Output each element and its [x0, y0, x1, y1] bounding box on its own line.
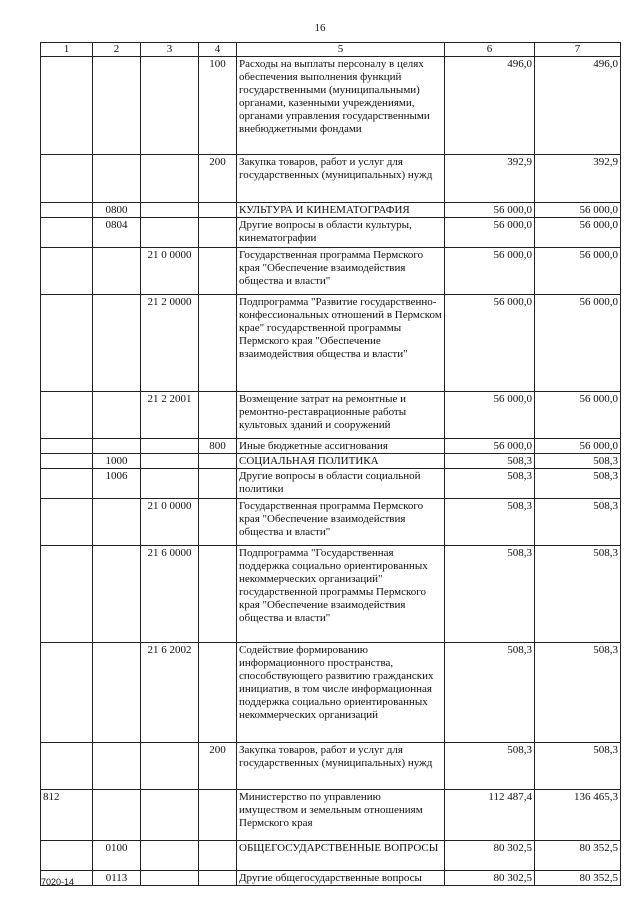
section-code-cell: 0800 [93, 203, 141, 218]
description-cell: Подпрограмма "Развитие государственно-конфессиональных отношений в Пермском крае" государственной программы Пермского края "Обеспечение взаимодействия общества и власти" [237, 295, 445, 392]
expense-type-cell: 200 [199, 743, 237, 790]
description-cell: КУЛЬТУРА И КИНЕМАТОГРАФИЯ [237, 203, 445, 218]
section-code-cell [93, 248, 141, 295]
amount-2017-cell: 56 000,0 [535, 392, 621, 439]
ministry-code-cell [41, 155, 93, 203]
description-cell: Закупка товаров, работ и услуг для государственных (муниципальных) нужд [237, 155, 445, 203]
ministry-code-cell [41, 392, 93, 439]
expense-type-cell [199, 841, 237, 871]
description-cell: Министерство по управлению имуществом и земельным отношениям Пермского края [237, 790, 445, 841]
section-code-cell [93, 743, 141, 790]
table-row [41, 155, 621, 203]
table-row [41, 454, 621, 469]
ministry-code-cell [41, 218, 93, 248]
section-code-cell: 1006 [93, 469, 141, 499]
table-body [41, 43, 621, 886]
amount-2017-cell: 56 000,0 [535, 439, 621, 454]
expense-type-cell [199, 203, 237, 218]
amount-2016-cell: 56 000,0 [445, 439, 535, 454]
section-code-cell [93, 439, 141, 454]
ministry-code-cell [41, 203, 93, 218]
description-cell: Подпрограмма "Государственная поддержка социально ориентированных некоммерческих организаций" государственной программы Пермского края "Обеспечение взаимодействия общества и власти" [237, 546, 445, 643]
section-code-cell [93, 499, 141, 546]
target-article-cell [141, 439, 199, 454]
ministry-code-cell [41, 841, 93, 871]
amount-2017-cell: 508,3 [535, 454, 621, 469]
target-article-cell [141, 218, 199, 248]
section-code-cell: 0113 [93, 871, 141, 886]
section-code-cell [93, 643, 141, 743]
ministry-code-cell [41, 295, 93, 392]
description-cell: Закупка товаров, работ и услуг для государственных (муниципальных) нужд [237, 743, 445, 790]
target-article-cell [141, 790, 199, 841]
amount-2016-cell: 508,3 [445, 643, 535, 743]
table-row [41, 439, 621, 454]
expense-type-cell [199, 295, 237, 392]
ministry-code-cell [41, 439, 93, 454]
page-number: 16 [314, 22, 326, 34]
amount-2017-cell: 80 352,5 [535, 841, 621, 871]
description-cell: ОБЩЕГОСУДАРСТВЕННЫЕ ВОПРОСЫ [237, 841, 445, 871]
header-cell: 3 [141, 43, 199, 57]
expense-type-cell: 100 [199, 57, 237, 155]
expense-type-cell [199, 454, 237, 469]
amount-2017-cell: 392,9 [535, 155, 621, 203]
ministry-code-cell [41, 743, 93, 790]
table-row [41, 218, 621, 248]
expense-type-cell [199, 499, 237, 546]
expense-type-cell [199, 248, 237, 295]
target-article-cell: 21 6 2002 [141, 643, 199, 743]
amount-2017-cell: 508,3 [535, 546, 621, 643]
section-code-cell [93, 295, 141, 392]
table-row [41, 295, 621, 392]
amount-2016-cell: 56 000,0 [445, 203, 535, 218]
table-row [41, 871, 621, 886]
target-article-cell: 21 2 0000 [141, 295, 199, 392]
header-cell: 6 [445, 43, 535, 57]
header-cell: 7 [535, 43, 621, 57]
ministry-code-cell [41, 499, 93, 546]
amount-2017-cell: 80 352,5 [535, 871, 621, 886]
target-article-cell [141, 871, 199, 886]
header-cell: 2 [93, 43, 141, 57]
target-article-cell [141, 841, 199, 871]
amount-2017-cell: 56 000,0 [535, 218, 621, 248]
target-article-cell: 21 6 0000 [141, 546, 199, 643]
target-article-cell [141, 203, 199, 218]
section-code-cell: 0100 [93, 841, 141, 871]
amount-2016-cell: 56 000,0 [445, 248, 535, 295]
table-row [41, 248, 621, 295]
description-cell: Государственная программа Пермского края "Обеспечение взаимодействия общества и власти" [237, 248, 445, 295]
expense-type-cell [199, 546, 237, 643]
expense-type-cell [199, 643, 237, 743]
amount-2016-cell: 56 000,0 [445, 218, 535, 248]
table-row [41, 790, 621, 841]
section-code-cell: 1000 [93, 454, 141, 469]
description-cell: Другие общегосударственные вопросы [237, 871, 445, 886]
amount-2017-cell: 56 000,0 [535, 203, 621, 218]
ministry-code-cell [41, 469, 93, 499]
target-article-cell [141, 454, 199, 469]
target-article-cell: 21 2 2001 [141, 392, 199, 439]
footer-code: 7020-14 [41, 877, 75, 887]
amount-2017-cell: 508,3 [535, 469, 621, 499]
section-code-cell [93, 57, 141, 155]
ministry-code-cell [41, 454, 93, 469]
target-article-cell: 21 0 0000 [141, 499, 199, 546]
amount-2017-cell: 508,3 [535, 743, 621, 790]
description-cell: Содействие формированию информационного пространства, способствующего развитию гражданских инициатив, в том числе информационная поддержка социально ориентированных некоммерческих организаций [237, 643, 445, 743]
expense-type-cell: 200 [199, 155, 237, 203]
budget-table [40, 42, 621, 886]
description-cell: Другие вопросы в области социальной политики [237, 469, 445, 499]
ministry-code-cell [41, 57, 93, 155]
description-cell: Государственная программа Пермского края "Обеспечение взаимодействия общества и власти" [237, 499, 445, 546]
amount-2017-cell: 56 000,0 [535, 295, 621, 392]
table-row [41, 392, 621, 439]
amount-2016-cell: 392,9 [445, 155, 535, 203]
amount-2016-cell: 508,3 [445, 743, 535, 790]
table-row [41, 57, 621, 155]
amount-2016-cell: 80 302,5 [445, 871, 535, 886]
amount-2017-cell: 508,3 [535, 643, 621, 743]
amount-2017-cell: 496,0 [535, 57, 621, 155]
amount-2017-cell: 136 465,3 [535, 790, 621, 841]
description-cell: Расходы на выплаты персоналу в целях обеспечения выполнения функций государственными (муниципальными) органами, казенными учреждениями, органами управления государственными внебюджетными фондами [237, 57, 445, 155]
expense-type-cell [199, 392, 237, 439]
expense-type-cell [199, 871, 237, 886]
table-row [41, 643, 621, 743]
target-article-cell [141, 57, 199, 155]
description-cell: Иные бюджетные ассигнования [237, 439, 445, 454]
description-cell: Возмещение затрат на ремонтные и ремонтно-реставрационные работы культовых зданий и сооружений [237, 392, 445, 439]
table-row [41, 546, 621, 643]
ministry-code-cell [41, 643, 93, 743]
description-cell: СОЦИАЛЬНАЯ ПОЛИТИКА [237, 454, 445, 469]
target-article-cell [141, 469, 199, 499]
expense-type-cell [199, 469, 237, 499]
table-row [41, 841, 621, 871]
amount-2016-cell: 496,0 [445, 57, 535, 155]
expense-type-cell [199, 218, 237, 248]
amount-2017-cell: 56 000,0 [535, 248, 621, 295]
expense-type-cell [199, 790, 237, 841]
table-row [41, 743, 621, 790]
section-code-cell [93, 392, 141, 439]
amount-2016-cell: 508,3 [445, 499, 535, 546]
header-cell: 4 [199, 43, 237, 57]
target-article-cell [141, 155, 199, 203]
header-cell: 1 [41, 43, 93, 57]
amount-2016-cell: 112 487,4 [445, 790, 535, 841]
amount-2016-cell: 508,3 [445, 469, 535, 499]
section-code-cell [93, 155, 141, 203]
section-code-cell: 0804 [93, 218, 141, 248]
description-cell: Другие вопросы в области культуры, кинематографии [237, 218, 445, 248]
amount-2016-cell: 80 302,5 [445, 841, 535, 871]
header-cell: 5 [237, 43, 445, 57]
ministry-code-cell [41, 248, 93, 295]
target-article-cell: 21 0 0000 [141, 248, 199, 295]
ministry-code-cell: 812 [41, 790, 93, 841]
section-code-cell [93, 546, 141, 643]
header-row [41, 43, 621, 57]
amount-2016-cell: 56 000,0 [445, 295, 535, 392]
amount-2016-cell: 56 000,0 [445, 392, 535, 439]
amount-2017-cell: 508,3 [535, 499, 621, 546]
expense-type-cell: 800 [199, 439, 237, 454]
table-row [41, 499, 621, 546]
ministry-code-cell [41, 546, 93, 643]
section-code-cell [93, 790, 141, 841]
target-article-cell [141, 743, 199, 790]
table-row [41, 203, 621, 218]
amount-2016-cell: 508,3 [445, 454, 535, 469]
amount-2016-cell: 508,3 [445, 546, 535, 643]
table-row [41, 469, 621, 499]
